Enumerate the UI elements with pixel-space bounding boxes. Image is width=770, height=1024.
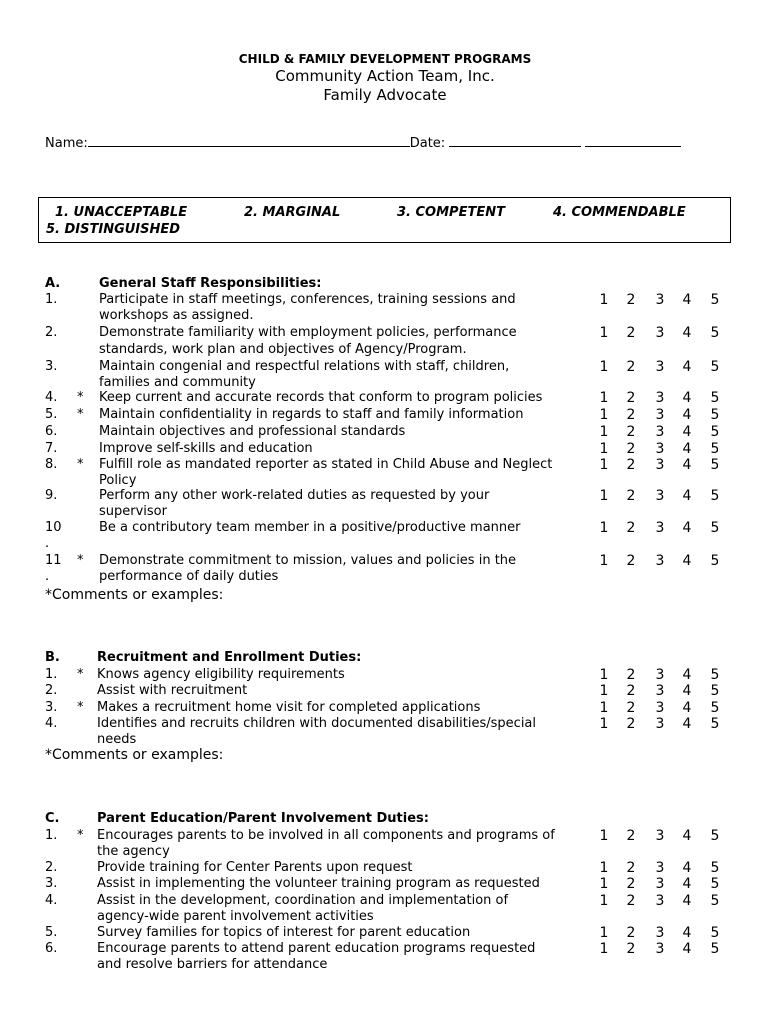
rating-option-5[interactable]: 5 (710, 941, 720, 957)
rating-option-1[interactable]: 1 (599, 457, 609, 473)
rating-option-4[interactable]: 4 (682, 700, 692, 716)
rating-option-4[interactable]: 4 (682, 407, 692, 423)
item-text: needs (97, 732, 137, 747)
item-text: Improve self-skills and education (99, 441, 313, 456)
required-marker: * (77, 700, 84, 715)
rating-option-1[interactable]: 1 (599, 390, 609, 406)
item-number: 2. (45, 325, 58, 340)
rating-option-5[interactable]: 5 (710, 876, 720, 892)
scale-marginal: 2. MARGINAL (244, 205, 341, 220)
rating-option-1[interactable]: 1 (599, 716, 609, 732)
required-marker: * (77, 457, 84, 472)
name-field[interactable] (88, 135, 410, 147)
item-number: 5. (45, 407, 58, 422)
item-number: 4. (45, 716, 58, 731)
item-number: 2. (45, 683, 58, 698)
item-number: 4. (45, 390, 58, 405)
rating-option-1[interactable]: 1 (599, 553, 609, 569)
section-letter: B. (45, 650, 60, 665)
rating-option-2[interactable]: 2 (626, 488, 636, 504)
rating-option-3[interactable]: 3 (655, 828, 665, 844)
date-field[interactable] (449, 135, 581, 147)
item-text: Identifies and recruits children with documented disabilities/special (97, 716, 537, 731)
rating-option-3[interactable]: 3 (655, 441, 665, 457)
rating-option-3[interactable]: 3 (655, 325, 665, 341)
rating-option-2[interactable]: 2 (626, 457, 636, 473)
rating-option-5[interactable]: 5 (710, 488, 720, 504)
item-text: workshops as assigned. (99, 308, 254, 323)
item-text: Keep current and accurate records that conform to program policies (99, 390, 543, 405)
rating-option-2[interactable]: 2 (626, 860, 636, 876)
rating-option-4[interactable]: 4 (682, 667, 692, 683)
rating-option-4[interactable]: 4 (682, 876, 692, 892)
rating-option-5[interactable]: 5 (710, 424, 720, 440)
item-number: 4. (45, 893, 58, 908)
item-text: Demonstrate familiarity with employment policies, performance (99, 325, 517, 340)
item-number: 2. (45, 860, 58, 875)
item-text: agency-wide parent involvement activities (97, 909, 374, 924)
item-text: and resolve barriers for attendance (97, 957, 328, 972)
rating-option-1[interactable]: 1 (599, 941, 609, 957)
name-label: Name: (45, 136, 88, 151)
rating-option-5[interactable]: 5 (710, 407, 720, 423)
rating-option-2[interactable]: 2 (626, 292, 636, 308)
form-agency-name: Community Action Team, Inc. (275, 67, 495, 85)
rating-scale-legend (38, 197, 731, 243)
section-letter: A. (45, 276, 61, 291)
item-text: Assist with recruitment (97, 683, 248, 698)
rating-option-3[interactable]: 3 (655, 667, 665, 683)
rating-option-3[interactable]: 3 (655, 941, 665, 957)
scale-commendable: 4. COMMENDABLE (553, 205, 686, 220)
required-marker: * (77, 553, 84, 568)
rating-option-4[interactable]: 4 (682, 941, 692, 957)
rating-option-1[interactable]: 1 (599, 488, 609, 504)
rating-option-5[interactable]: 5 (710, 683, 720, 699)
item-number: 6. (45, 941, 58, 956)
rating-option-2[interactable]: 2 (626, 700, 636, 716)
rating-option-5[interactable]: 5 (710, 441, 720, 457)
item-number: 3. (45, 700, 58, 715)
rating-option-2[interactable]: 2 (626, 941, 636, 957)
item-text: Maintain objectives and professional standards (99, 424, 406, 439)
rating-option-3[interactable]: 3 (655, 700, 665, 716)
item-text: Encourage parents to attend parent education programs requested (97, 941, 536, 956)
rating-option-3[interactable]: 3 (655, 716, 665, 732)
rating-option-1[interactable]: 1 (599, 700, 609, 716)
item-number: 1. (45, 667, 58, 682)
rating-option-4[interactable]: 4 (682, 292, 692, 308)
rating-option-3[interactable]: 3 (655, 292, 665, 308)
item-number: 6. (45, 424, 58, 439)
required-marker: * (77, 828, 84, 843)
rating-option-2[interactable]: 2 (626, 716, 636, 732)
scale-competent: 3. COMPETENT (397, 205, 505, 220)
rating-option-2[interactable]: 2 (626, 876, 636, 892)
rating-option-1[interactable]: 1 (599, 325, 609, 341)
rating-option-1[interactable]: 1 (599, 860, 609, 876)
rating-option-1[interactable]: 1 (599, 520, 609, 536)
rating-option-1[interactable]: 1 (599, 424, 609, 440)
item-text: Encourages parents to be involved in all components and programs of (97, 828, 555, 843)
rating-option-3[interactable]: 3 (655, 860, 665, 876)
required-marker: * (77, 390, 84, 405)
rating-option-3[interactable]: 3 (655, 359, 665, 375)
item-text: Assist in the development, coordination and implementation of (97, 893, 509, 908)
date-label: Date: (409, 136, 446, 151)
rating-option-1[interactable]: 1 (599, 667, 609, 683)
rating-option-1[interactable]: 1 (599, 441, 609, 457)
rating-option-2[interactable]: 2 (626, 683, 636, 699)
rating-option-1[interactable]: 1 (599, 407, 609, 423)
item-text: Knows agency eligibility requirements (97, 667, 345, 682)
item-text: Policy (99, 473, 137, 488)
item-text: Makes a recruitment home visit for completed applications (97, 700, 481, 715)
rating-option-4[interactable]: 4 (682, 925, 692, 941)
rating-option-3[interactable]: 3 (655, 488, 665, 504)
rating-option-2[interactable]: 2 (626, 828, 636, 844)
item-text: Be a contributory team member in a positive/productive manner (99, 520, 521, 535)
item-number: 9. (45, 488, 58, 503)
item-number-suffix: . (45, 569, 50, 584)
rating-option-4[interactable]: 4 (682, 325, 692, 341)
rating-option-4[interactable]: 4 (682, 424, 692, 440)
rating-option-2[interactable]: 2 (626, 925, 636, 941)
section-title: Recruitment and Enrollment Duties: (97, 650, 362, 665)
required-marker: * (77, 667, 84, 682)
rating-option-4[interactable]: 4 (682, 457, 692, 473)
required-marker: * (77, 407, 84, 422)
item-text: Fulfill role as mandated reporter as stated in Child Abuse and Neglect (99, 457, 553, 472)
item-number: 8. (45, 457, 58, 472)
item-text: Participate in staff meetings, conferences, training sessions and (99, 292, 516, 307)
rating-option-5[interactable]: 5 (710, 520, 720, 536)
rating-option-3[interactable]: 3 (655, 390, 665, 406)
rating-option-3[interactable]: 3 (655, 876, 665, 892)
rating-option-4[interactable]: 4 (682, 893, 692, 909)
rating-option-4[interactable]: 4 (682, 716, 692, 732)
item-number-suffix: . (45, 536, 50, 551)
item-text: Assist in implementing the volunteer training program as requested (97, 876, 540, 891)
item-text: supervisor (99, 504, 167, 519)
rating-option-4[interactable]: 4 (682, 860, 692, 876)
rating-option-5[interactable]: 5 (710, 828, 720, 844)
rating-option-2[interactable]: 2 (626, 325, 636, 341)
rating-option-5[interactable]: 5 (710, 292, 720, 308)
rating-option-1[interactable]: 1 (599, 893, 609, 909)
rating-option-3[interactable]: 3 (655, 553, 665, 569)
rating-option-4[interactable]: 4 (682, 488, 692, 504)
item-text: Perform any other work-related duties as requested by your (99, 488, 490, 503)
rating-option-5[interactable]: 5 (710, 457, 720, 473)
rating-option-3[interactable]: 3 (655, 407, 665, 423)
form-position-title: Family Advocate (323, 86, 447, 104)
item-number: 3. (45, 359, 58, 374)
rating-option-1[interactable]: 1 (599, 359, 609, 375)
item-number: 7. (45, 441, 58, 456)
section-title: General Staff Responsibilities: (99, 276, 322, 291)
rating-option-2[interactable]: 2 (626, 359, 636, 375)
rating-option-5[interactable]: 5 (710, 553, 720, 569)
item-text: the agency (97, 844, 170, 859)
rating-option-3[interactable]: 3 (655, 925, 665, 941)
section-title: Parent Education/Parent Involvement Duties: (97, 811, 429, 826)
rating-option-5[interactable]: 5 (710, 893, 720, 909)
rating-option-4[interactable]: 4 (682, 828, 692, 844)
rating-option-2[interactable]: 2 (626, 553, 636, 569)
rating-option-1[interactable]: 1 (599, 828, 609, 844)
rating-option-2[interactable]: 2 (626, 520, 636, 536)
comments-prompt: *Comments or examples: (45, 747, 224, 763)
rating-option-2[interactable]: 2 (626, 893, 636, 909)
item-text: Survey families for topics of interest for parent education (97, 925, 471, 940)
item-text: Provide training for Center Parents upon request (97, 860, 413, 875)
rating-option-3[interactable]: 3 (655, 457, 665, 473)
item-text: performance of daily duties (99, 569, 279, 584)
rating-option-4[interactable]: 4 (682, 520, 692, 536)
rating-option-5[interactable]: 5 (710, 860, 720, 876)
item-number: 5. (45, 925, 58, 940)
rating-option-1[interactable]: 1 (599, 683, 609, 699)
rating-option-1[interactable]: 1 (599, 876, 609, 892)
item-text: Maintain confidentiality in regards to staff and family information (99, 407, 524, 422)
item-number: 3. (45, 876, 58, 891)
item-text: Demonstrate commitment to mission, values and policies in the (99, 553, 517, 568)
item-number: 11 (45, 553, 62, 568)
rating-option-5[interactable]: 5 (710, 700, 720, 716)
rating-option-4[interactable]: 4 (682, 359, 692, 375)
rating-option-2[interactable]: 2 (626, 441, 636, 457)
rating-option-2[interactable]: 2 (626, 407, 636, 423)
rating-option-5[interactable]: 5 (710, 359, 720, 375)
rating-option-5[interactable]: 5 (710, 667, 720, 683)
rating-option-2[interactable]: 2 (626, 667, 636, 683)
section-letter: C. (45, 811, 60, 826)
name-date-line (45, 135, 681, 151)
rating-option-3[interactable]: 3 (655, 424, 665, 440)
rating-option-3[interactable]: 3 (655, 683, 665, 699)
rating-option-4[interactable]: 4 (682, 683, 692, 699)
rating-option-4[interactable]: 4 (682, 441, 692, 457)
item-text: standards, work plan and objectives of Agency/Program. (99, 342, 467, 357)
scale-unacceptable: 1. UNACCEPTABLE (55, 205, 188, 220)
item-text: Maintain congenial and respectful relations with staff, children, (99, 359, 510, 374)
rating-option-5[interactable]: 5 (710, 925, 720, 941)
comments-prompt: *Comments or examples: (45, 587, 224, 603)
rating-option-5[interactable]: 5 (710, 390, 720, 406)
scale-distinguished: 5. DISTINGUISHED (46, 222, 181, 237)
date-field-extra[interactable] (585, 135, 681, 147)
rating-option-1[interactable]: 1 (599, 925, 609, 941)
rating-option-3[interactable]: 3 (655, 520, 665, 536)
rating-option-3[interactable]: 3 (655, 893, 665, 909)
rating-option-5[interactable]: 5 (710, 716, 720, 732)
rating-option-2[interactable]: 2 (626, 424, 636, 440)
item-number: 1. (45, 828, 58, 843)
item-text: families and community (99, 375, 256, 390)
rating-option-1[interactable]: 1 (599, 292, 609, 308)
item-number: 1. (45, 292, 58, 307)
rating-option-5[interactable]: 5 (710, 325, 720, 341)
rating-option-4[interactable]: 4 (682, 553, 692, 569)
item-number: 10 (45, 520, 62, 535)
form-org-title: CHILD & FAMILY DEVELOPMENT PROGRAMS (238, 52, 532, 66)
rating-option-2[interactable]: 2 (626, 390, 636, 406)
rating-option-4[interactable]: 4 (682, 390, 692, 406)
